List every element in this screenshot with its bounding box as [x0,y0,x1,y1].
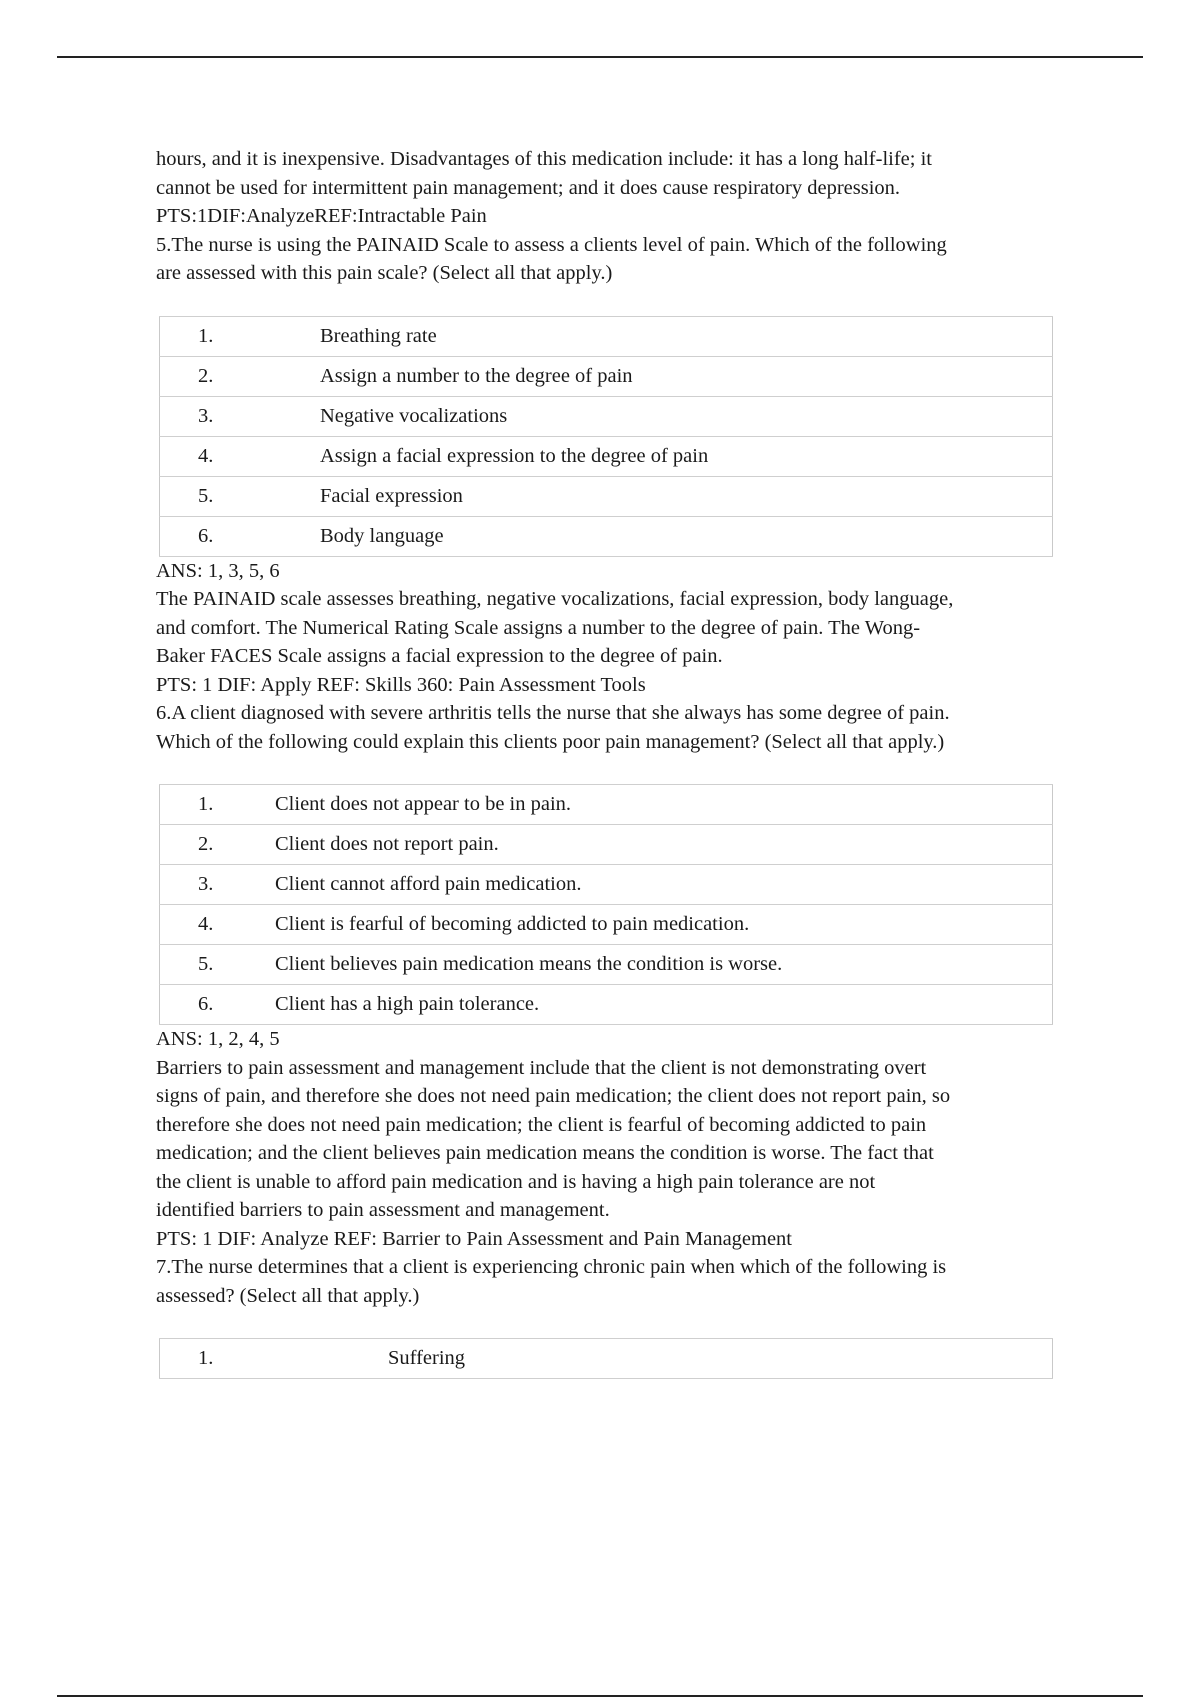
table-row [160,476,1053,516]
q7-options-table [159,1338,1053,1379]
option-text: Body language [320,516,1053,556]
rationale-line: and comfort. The Numerical Rating Scale assigns a number to the degree of pain. The Wong- [156,616,921,639]
option-number: 5. [160,476,321,516]
table-row [160,1339,1053,1379]
table-row [160,396,1053,436]
question-5: 5.The nurse is using the PAINAID Scale to assess a clients level of pain. Which of the following [156,233,947,256]
rationale-line: Barriers to pain assessment and management include that the client is not demonstrating overt [156,1056,927,1079]
header-rule [57,56,1143,58]
rationale-line: identified barriers to pain assessment and management. [156,1199,610,1221]
option-number: 2. [160,356,321,396]
option-number: 4. [160,436,321,476]
pts-line: PTS: 1 DIF: Analyze REF: Barrier to Pain Assessment and Pain Management [156,1227,793,1250]
table-row [160,985,1053,1025]
answer-line: ANS: 1, 3, 5, 6 [156,559,280,582]
option-number: 5. [160,945,276,985]
option-number: 2. [160,825,276,865]
option-text: Negative vocalizations [320,396,1053,436]
question-6: 6.A client diagnosed with severe arthritis tells the nurse that she always has some degree of pain. [156,702,950,724]
option-number: 3. [160,865,276,905]
rationale-line: therefore she does not need pain medication; the client is fearful of becoming addicted to pain [156,1113,927,1136]
q6-options-table [159,784,1053,1025]
question-7-cont: assessed? (Select all that apply.) [156,1284,420,1307]
rationale-line: the client is unable to afford pain medication and is having a high pain tolerance are not [156,1170,876,1193]
option-text: Client is fearful of becoming addicted to pain medication. [275,905,1053,945]
option-number: 6. [160,985,276,1025]
option-text: Client has a high pain tolerance. [275,985,1053,1025]
option-text: Client does not report pain. [275,825,1053,865]
option-text: Facial expression [320,476,1053,516]
table-row [160,356,1053,396]
option-text: Suffering [388,1339,1053,1379]
rationale-line: The PAINAID scale assesses breathing, negative vocalizations, facial expression, body language, [156,588,954,610]
option-number: 1. [160,1339,389,1379]
text-line: hours, and it is inexpensive. Disadvantages of this medication include: it has a long half-life; it [156,148,932,170]
option-number: 1. [160,316,321,356]
question-5-cont: are assessed with this pain scale? (Select all that apply.) [156,262,613,284]
option-text: Breathing rate [320,316,1053,356]
rationale-line: Baker FACES Scale assigns a facial expression to the degree of pain. [156,645,723,667]
table-row [160,865,1053,905]
pts-line: PTS:1DIF:AnalyzeREF:Intractable Pain [156,205,487,227]
table-row [160,905,1053,945]
table-row [160,316,1053,356]
table-row [160,825,1053,865]
option-number: 1. [160,785,276,825]
rationale-line: signs of pain, and therefore she does not need pain medication; the client does not report pain, so [156,1085,951,1107]
text-line: cannot be used for intermittent pain management; and it does cause respiratory depression. [156,176,901,199]
option-number: 3. [160,396,321,436]
pts-line: PTS: 1 DIF: Apply REF: Skills 360: Pain Assessment Tools [156,673,646,696]
option-text: Client does not appear to be in pain. [275,785,1053,825]
option-text: Assign a facial expression to the degree of pain [320,436,1053,476]
rationale-line: medication; and the client believes pain medication means the condition is worse. The fact that [156,1142,934,1164]
table-row [160,785,1053,825]
table-row [160,436,1053,476]
option-text: Client believes pain medication means the condition is worse. [275,945,1053,985]
q5-options-table [159,316,1053,557]
answer-line: ANS: 1, 2, 4, 5 [156,1028,280,1050]
option-text: Client cannot afford pain medication. [275,865,1053,905]
page-content [156,145,1062,1379]
table-row [160,516,1053,556]
option-number: 6. [160,516,321,556]
option-number: 4. [160,905,276,945]
option-text: Assign a number to the degree of pain [320,356,1053,396]
question-6-cont: Which of the following could explain this clients poor pain management? (Select all that apply.) [156,730,945,753]
footer-rule [57,1695,1143,1697]
table-row [160,945,1053,985]
question-7: 7.The nurse determines that a client is experiencing chronic pain when which of the following is [156,1256,947,1278]
